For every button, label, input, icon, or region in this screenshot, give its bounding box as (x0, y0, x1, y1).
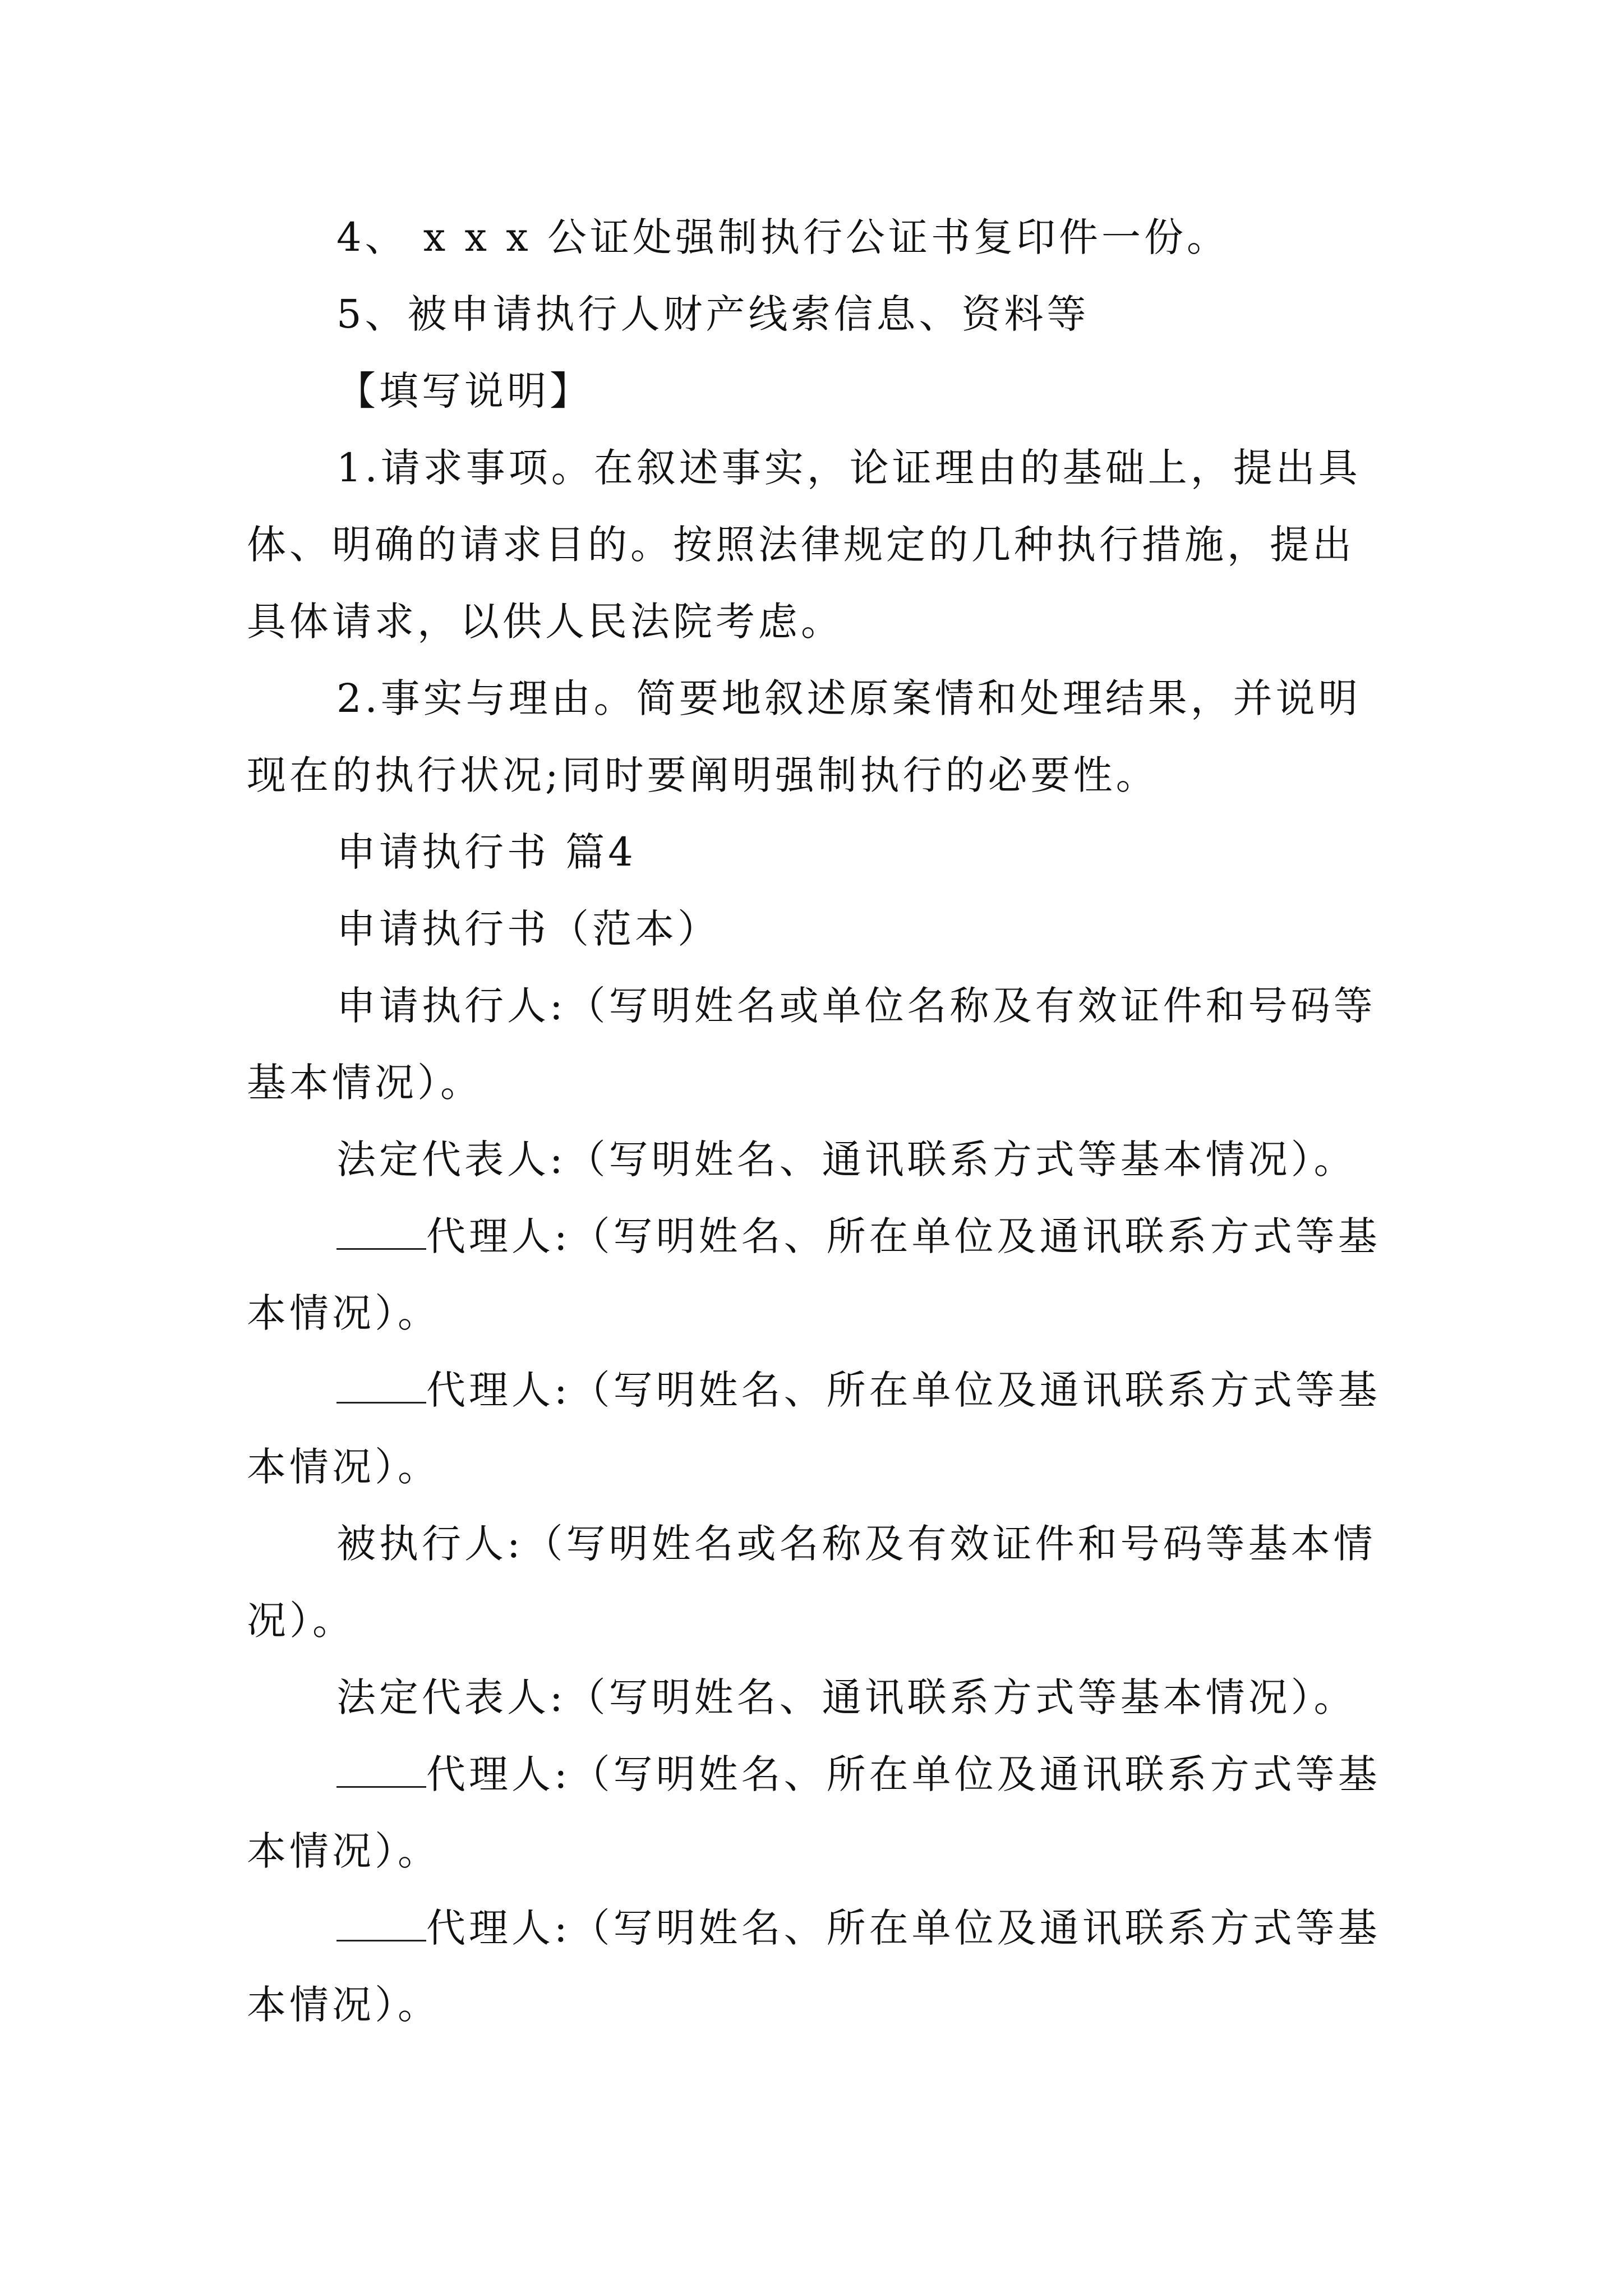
field-agent-text: 代理人:（写明姓名、所在单位及通讯联系方式等基本情况）。 (247, 1751, 1381, 1874)
field-applicant: 申请执行人:（写明姓名或单位名称及有效证件和号码等基本情况）。 (247, 983, 1376, 1106)
attachment-item-4: 4、 x x x 公证处强制执行公证书复印件一份。 (336, 214, 1229, 260)
document-body (247, 199, 1391, 2044)
blank-line (336, 1401, 426, 1404)
instruction-facts-reasons: 2.事实与理由。简要地叙述原案情和处理结果，并说明现在的执行状况;同时要阐明强制执行的必要性。 (247, 675, 1361, 798)
blank-line (336, 1247, 426, 1250)
field-legal-representative: 法定代表人:（写明姓名、通讯联系方式等基本情况）。 (336, 1137, 1357, 1182)
field-agent-text: 代理人:（写明姓名、所在单位及通讯联系方式等基本情况）。 (247, 1213, 1381, 1336)
field-respondent: 被执行人:（写明姓名或名称及有效证件和号码等基本情况）。 (247, 1521, 1376, 1644)
form-title: 申请执行书（范本） (336, 906, 720, 952)
section-heading-instructions: 【填写说明】 (336, 368, 592, 414)
field-agent-text: 代理人:（写明姓名、所在单位及通讯联系方式等基本情况）。 (247, 1367, 1381, 1490)
instruction-requests: 1.请求事项。在叙述事实，论证理由的基础上，提出具体、明确的请求目的。按照法律规定的几种执行措施，提出具体请求，以供人民法院考虑。 (247, 445, 1361, 645)
attachment-item-5: 5、被申请执行人财产线索信息、资料等 (336, 291, 1090, 337)
field-agent-text: 代理人:（写明姓名、所在单位及通讯联系方式等基本情况）。 (247, 1905, 1381, 2028)
field-agent (247, 1736, 1391, 1890)
field-agent (247, 1352, 1391, 1506)
blank-line (336, 1785, 426, 1788)
blank-line (336, 1939, 426, 1941)
field-agent (247, 1890, 1391, 2044)
field-legal-representative: 法定代表人:（写明姓名、通讯联系方式等基本情况）。 (336, 1674, 1357, 1720)
section-title: 申请执行书 篇4 (336, 829, 637, 875)
field-agent (247, 1198, 1391, 1352)
